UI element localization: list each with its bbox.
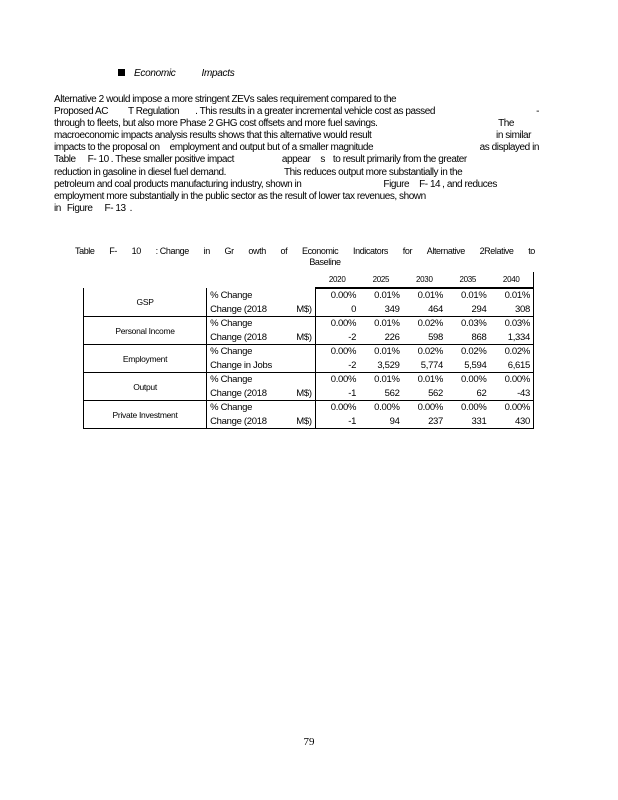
metric-unit: M$) [296, 303, 312, 315]
table-row [84, 317, 534, 331]
caption-word: Indicators [353, 246, 389, 256]
text-run: employment and output but of a smaller magnitude [169, 142, 374, 154]
year-header: 2030 [403, 272, 446, 288]
table-cell: 0 [315, 303, 359, 317]
text-run: . [129, 202, 132, 214]
indicator-label: Employment [84, 345, 207, 373]
table-cell: 6,615 [489, 359, 533, 373]
para-line [54, 167, 539, 179]
para-line [54, 118, 539, 130]
table-cell: 598 [403, 331, 446, 345]
metric-label [207, 303, 316, 317]
table-cell: 0.00% [330, 318, 357, 330]
text-run: F- 14 [419, 178, 441, 190]
text-run: impacts to the proposal on [54, 142, 160, 154]
table-cell: 308 [489, 303, 533, 317]
section-heading [118, 68, 234, 79]
para-line [54, 130, 539, 142]
text-run: reduction in gasoline in diesel fuel demand. [54, 166, 226, 178]
table-cell: 62 [446, 387, 489, 401]
text-run: The [498, 118, 514, 130]
table-cell: 0.00% [489, 401, 533, 415]
para-line [54, 154, 539, 166]
table-cell: 0.00% [417, 402, 444, 414]
text-run: in similar [496, 130, 531, 142]
caption-word: Alternative [426, 246, 465, 256]
header-blank [84, 272, 207, 288]
table-cell: 226 [359, 331, 402, 345]
metric-label [207, 415, 316, 429]
caption-line-2: Baseline [309, 257, 341, 267]
caption-word: : Change [155, 246, 189, 256]
text-run: to result primarily from the greater [332, 154, 467, 166]
table-cell: 562 [359, 387, 402, 401]
page-number: 79 [303, 736, 315, 748]
table-cell: 0.01% [489, 288, 533, 303]
table-cell: 0.03% [489, 317, 533, 331]
table-cell: 0.02% [417, 318, 444, 330]
table-cell: 0.02% [489, 345, 533, 359]
metric-text: Change (2018 [210, 387, 267, 399]
table-cell: 5,774 [403, 359, 446, 373]
header-blank [207, 272, 316, 288]
table-cell: 0.01% [374, 374, 400, 386]
table-cell: 0.01% [417, 374, 444, 386]
table-cell: 562 [403, 387, 446, 401]
metric-label: % Change [207, 345, 316, 359]
text-run: Figure [66, 202, 93, 214]
table-cell: 0.00% [374, 402, 400, 414]
table-cell: 0.00% [330, 374, 357, 386]
text-run: Table [54, 154, 76, 166]
table-cell: -2 [315, 359, 359, 373]
metric-label [207, 359, 316, 373]
text-run: Proposed AC [54, 106, 108, 118]
metric-label: % Change [207, 401, 316, 415]
metric-label [207, 331, 316, 345]
caption-word: owth [248, 246, 266, 256]
table-cell: 0.01% [374, 290, 400, 302]
table-cell: 430 [489, 415, 533, 429]
para-line [54, 94, 539, 106]
table-cell: -2 [315, 331, 359, 345]
table-cell: 0.03% [461, 318, 487, 330]
table-cell: 0.02% [461, 346, 487, 358]
text-run: s [320, 154, 325, 166]
table-cell: 0.01% [461, 290, 487, 302]
caption-word: F- [109, 246, 117, 256]
text-run: macroeconomic impacts analysis results shows that this alternative would result [54, 130, 372, 142]
table-cell: 0.00% [461, 374, 487, 386]
metric-unit: M$) [296, 415, 312, 427]
table-cell: -1 [315, 387, 359, 401]
caption-word: for [402, 246, 413, 256]
table-cell: 331 [446, 415, 489, 429]
metric-text: Change (2018 [210, 303, 267, 315]
table-cell: -1 [315, 415, 359, 429]
table-cell: 237 [403, 415, 446, 429]
square-bullet-icon [118, 69, 125, 76]
table-cell: 464 [403, 303, 446, 317]
table-cell: 349 [359, 303, 402, 317]
table-cell: 5,594 [446, 359, 489, 373]
metric-text: Change (2018 [210, 331, 267, 343]
metric-label: % Change [207, 317, 316, 331]
text-run: . These smaller positive impact [110, 154, 234, 166]
text-run: - [536, 106, 539, 118]
caption-word: Table [75, 246, 95, 256]
table-cell: -43 [489, 387, 533, 401]
table-cell: 0.00% [330, 290, 357, 302]
indicator-label: Private Investment [84, 401, 207, 429]
para-line [54, 191, 539, 203]
para-line [54, 203, 539, 215]
para-line [54, 142, 539, 154]
table-cell: 1,334 [489, 331, 533, 345]
text-run: F- 10 [87, 154, 109, 166]
table-cell: 0.02% [417, 346, 444, 358]
table-header-row [84, 272, 534, 288]
text-run: T Regulation [127, 106, 180, 118]
year-header: 2020 [315, 272, 359, 288]
text-run: Alternative 2 would impose a more stringent ZEVs sales requirement compared to the [54, 94, 397, 105]
para-line [54, 106, 539, 118]
text-run: This reduces output more substantially in the [284, 166, 463, 178]
table-cell: 94 [359, 415, 402, 429]
economic-indicators-table [83, 272, 534, 429]
table-cell: 0.01% [417, 290, 444, 302]
table-row [84, 401, 534, 415]
year-header: 2035 [446, 272, 489, 288]
table-cell: 0.00% [461, 402, 487, 414]
caption-word: of [280, 246, 288, 256]
year-header: 2040 [489, 272, 533, 288]
text-run: in [54, 202, 61, 214]
year-header: 2025 [359, 272, 402, 288]
metric-text: Change (2018 [210, 415, 267, 427]
metric-label [207, 387, 316, 401]
table-cell: 0.01% [374, 318, 400, 330]
caption-word: Economic [301, 246, 339, 256]
text-run: F- 13 [104, 202, 126, 214]
text-run: as displayed in [479, 142, 539, 154]
para-line [54, 179, 539, 191]
text-run: employment more substantially in the public sector as the result of lower tax revenues, shown [54, 190, 426, 202]
text-run: through to fleets, but also more Phase 2 GHG cost offsets and more fuel savings. [54, 118, 378, 130]
metric-unit: M$) [296, 331, 312, 343]
indicator-label: Output [84, 373, 207, 401]
body-paragraph [54, 94, 539, 215]
text-run: , and reduces [442, 178, 497, 190]
table-cell: 0.00% [330, 402, 357, 414]
table-cell: 0.00% [489, 373, 533, 387]
text-run: petroleum and coal products manufacturing industry, shown in [54, 178, 302, 190]
table-cell: 3,529 [359, 359, 402, 373]
table-cell: 868 [446, 331, 489, 345]
heading-word-impacts: Impacts [201, 68, 235, 79]
caption-word: 10 [131, 246, 141, 256]
metric-text: Change in Jobs [210, 359, 272, 371]
table-row [84, 345, 534, 359]
metric-label: % Change [207, 373, 316, 387]
table-row [84, 373, 534, 387]
metric-unit: M$) [296, 387, 312, 399]
heading-word-economic: Economic [134, 68, 176, 79]
table-cell: 0.00% [330, 346, 357, 358]
table-cell: 294 [446, 303, 489, 317]
table-row [84, 288, 534, 303]
text-run: Figure [383, 178, 410, 190]
indicator-label: Personal Income [84, 317, 207, 345]
caption-word: 2Relative [479, 246, 514, 256]
metric-label: % Change [207, 288, 316, 303]
caption-word: in [203, 246, 210, 256]
indicator-label: GSP [84, 288, 207, 317]
table-cell: 0.01% [374, 346, 400, 358]
text-run: . This results in a greater incremental vehicle cost as passed [195, 106, 435, 118]
caption-word: Gr [224, 246, 234, 256]
caption-word: to [528, 246, 535, 256]
table-caption [75, 246, 535, 267]
text-run: appear [281, 154, 311, 166]
